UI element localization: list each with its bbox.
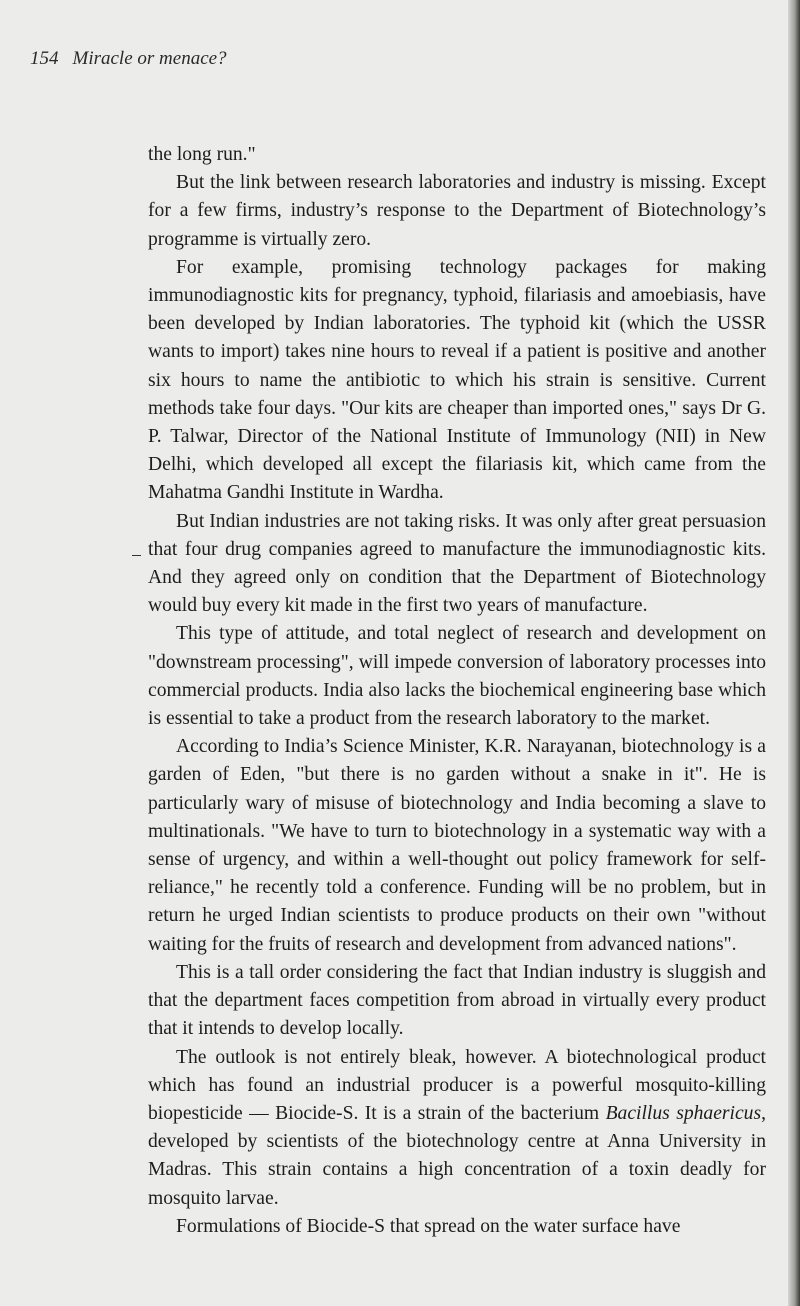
page-edge-shadow xyxy=(788,0,800,1306)
paragraph: This type of attitude, and total neglect of research and development on "downstream processing", will impede conversion of laboratory processes into commercial products. India also lacks the biochemical engineering base which is essential to take a product from the research laboratory to the market. xyxy=(148,623,766,730)
paragraph: But the link between research laboratories and industry is missing. Except for a few firms, industry’s response to the Department of Biotechnology’s programme is virtually zero. xyxy=(148,172,766,250)
body-text xyxy=(148,141,766,1241)
margin-mark xyxy=(132,555,141,556)
paragraph: But Indian industries are not taking risks. It was only after great persuasion that four drug companies agreed to manufacture the immunodiagnostic kits. And they agreed only on condition that the Department of Biotechnology would buy every kit made in the first two years of manufacture. xyxy=(148,510,766,617)
page-number: 154 xyxy=(30,48,59,69)
paragraph: Formulations of Biocide-S that spread on the water surface have xyxy=(176,1215,681,1237)
species-name: Bacillus sphaericus xyxy=(605,1102,762,1124)
paragraph-text: The outlook is not entirely bleak, however. A biotechnological product which has found an industrial producer is a powerful mosquito-killing biopesticide — Biocide-S. It is a strain of the bacterium xyxy=(148,1046,766,1124)
paragraph-text: , developed by scientists of the biotechnology centre at Anna University in Madras. This strain contains a high concentration of a toxin deadly for mosquito larvae. xyxy=(148,1102,766,1209)
paragraph xyxy=(148,1044,766,1213)
paragraph: For example, promising technology packages for making immunodiagnostic kits for pregnancy, typhoid, filariasis and amoebiasis, have been developed by Indian laboratories. The typhoid kit (which the USSR wants to import) takes nine hours to reveal if a patient is positive and another six hours to name the antibiotic to which his strain is sensitive. Current methods take four days. "Our kits are cheaper than imported ones," says Dr G. P. Talwar, Director of the National Institute of Immunology (NII) in New Delhi, which developed all except the filariasis kit, which came from the Mahatma Gandhi Institute in Wardha. xyxy=(148,256,766,504)
paragraph: According to India’s Science Minister, K.R. Narayanan, biotechnology is a garden of Eden, "but there is no garden without a snake in it". He is particularly wary of misuse of biotechnology and India becoming a slave to multinationals. "We have to turn to biotechnology in a systematic way with a sense of urgency, and within a well-thought out policy framework for self-reliance," he recently told a conference. Funding will be no problem, but in return he urged Indian scientists to produce products on their own "without waiting for the fruits of research and development from advanced nations". xyxy=(148,736,766,955)
paragraph: This is a tall order considering the fact that Indian industry is sluggish and that the department faces competition from abroad in virtually every product that it intends to develop locally. xyxy=(148,961,766,1040)
paragraph: the long run." xyxy=(148,144,256,165)
running-head xyxy=(30,48,227,70)
running-title: Miracle or menace? xyxy=(72,48,227,69)
